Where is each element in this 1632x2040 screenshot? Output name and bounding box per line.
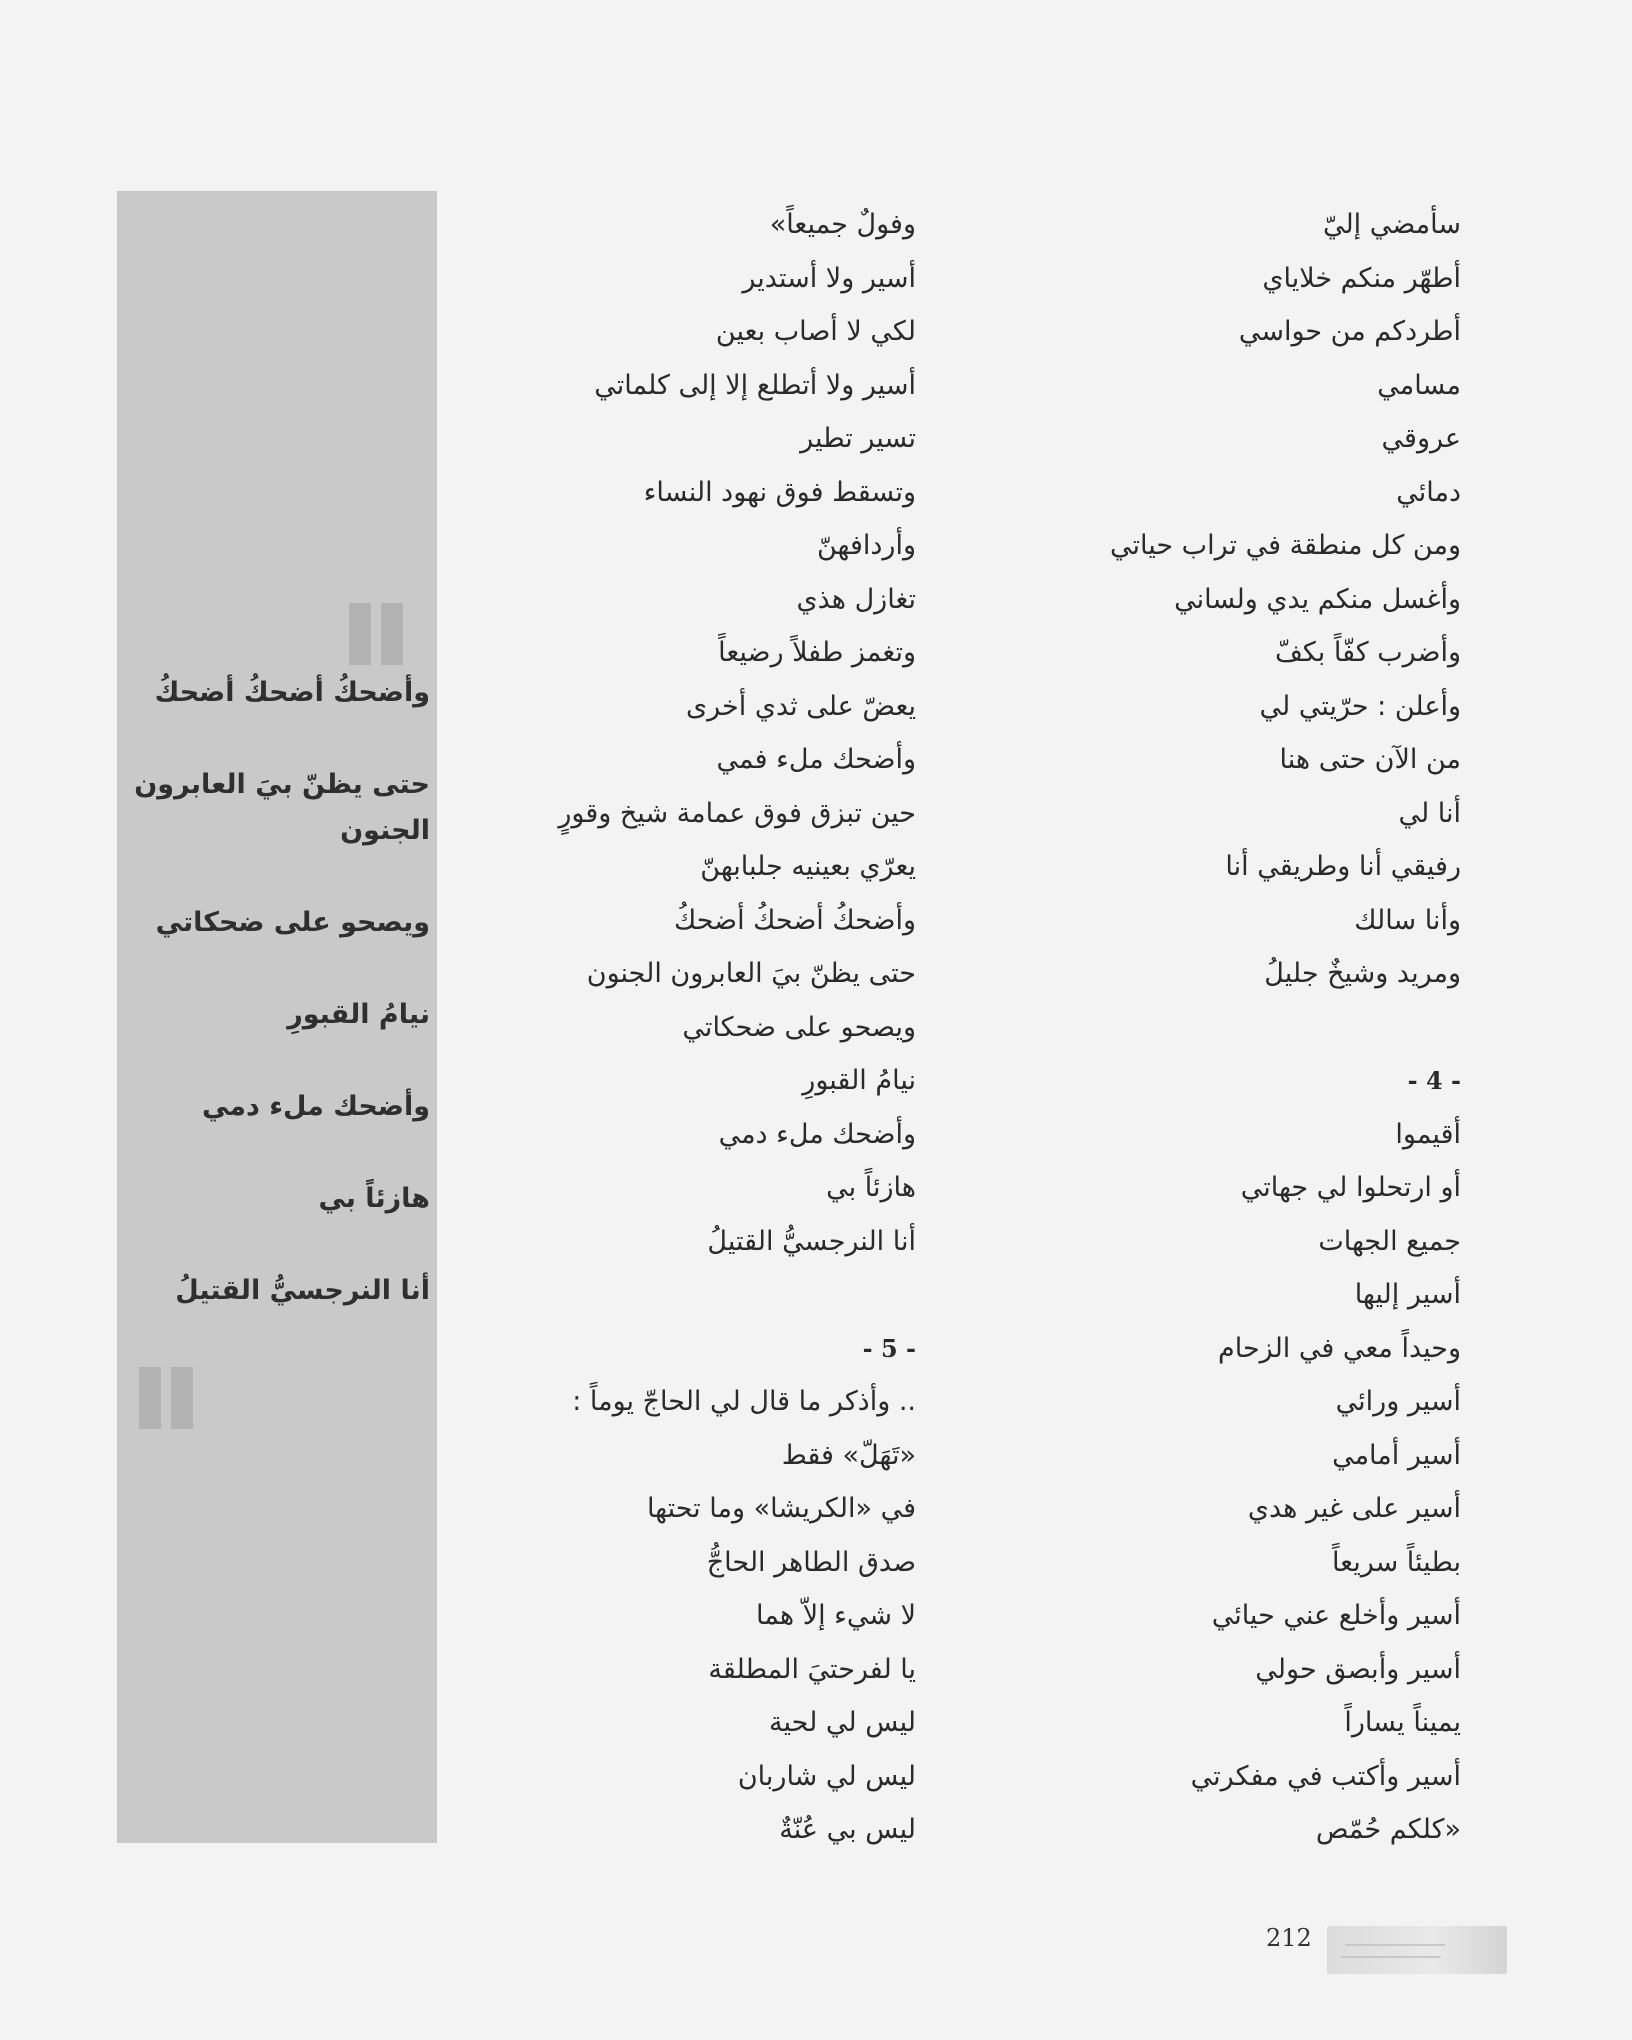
poem-line: حين تبزق فوق عمامة شيخ وقورٍ xyxy=(558,797,916,829)
close-quote-icon xyxy=(139,1367,199,1429)
poem-line: أسير أمامي xyxy=(1332,1439,1461,1471)
poem-line xyxy=(456,1268,916,1322)
poem-line: أسير ولا أتطلع إلا إلى كلماتي xyxy=(594,369,916,401)
pull-quote-spacer xyxy=(130,716,430,762)
pull-quote-spacer xyxy=(130,1222,430,1268)
open-quote-icon xyxy=(349,603,409,665)
poem-line: وأضرب كفّاً بكفّ xyxy=(1274,637,1461,668)
publisher-logo xyxy=(1327,1926,1507,1974)
poem-line: أطهّر منكم خلاياي xyxy=(1262,262,1461,294)
poem-line: ومريد وشيخٌ جليلُ xyxy=(1264,958,1461,989)
poem-line: عروقي xyxy=(1381,423,1461,454)
poem-line: «كلكم حُمّص xyxy=(1315,1814,1461,1845)
pull-quote xyxy=(130,670,430,1314)
poem-line: أطردكم من حواسي xyxy=(1238,316,1461,347)
poem-line: أسير إليها xyxy=(1354,1279,1461,1310)
pull-quote-line: الجنون xyxy=(340,815,430,846)
section-number: - 5 - xyxy=(862,1333,916,1363)
poem-right-column xyxy=(1041,198,1461,1857)
pull-quote-line: ويصحو على ضحكاتي xyxy=(155,907,430,938)
poem-line: أسير وأبصق حولي xyxy=(1255,1653,1461,1685)
poem-line: وأعلن : حرّيتي لي xyxy=(1259,690,1461,722)
poem-line: تغازل هذي xyxy=(796,583,916,615)
poem-line: في «الكريشا» وما تحتها xyxy=(646,1493,916,1524)
poem-line: «تَهَلّ» فقط xyxy=(781,1439,916,1471)
poem-middle-column xyxy=(456,198,916,1857)
poem-line: وأغسل منكم يدي ولساني xyxy=(1174,583,1461,615)
poem-line: ليس بي عُنّةٌ xyxy=(779,1814,916,1845)
pull-quote-spacer xyxy=(130,1130,430,1176)
pull-quote-spacer xyxy=(130,946,430,992)
poem-line: من الآن حتى هنا xyxy=(1279,744,1461,775)
poem-line: أنا النرجسيُّ القتيلُ xyxy=(707,1225,916,1257)
pull-quote-spacer xyxy=(130,854,430,900)
poem-line: أنا لي xyxy=(1398,797,1461,829)
poem-line: أو ارتحلوا لي جهاتي xyxy=(1240,1172,1461,1203)
poem-line: أسير ولا أستدير xyxy=(742,262,916,294)
poem-line: رفيقي أنا وطريقي أنا xyxy=(1225,851,1461,882)
poem-line: وتغمز طفلاً رضيعاً xyxy=(718,637,916,668)
pull-quote-line: نيامُ القبورِ xyxy=(287,999,430,1030)
poem-line: صدق الطاهر الحاجُّ xyxy=(706,1546,916,1578)
poem-line: ومن كل منطقة في تراب حياتي xyxy=(1110,530,1461,561)
poem-line: أسير وأكتب في مفكرتي xyxy=(1190,1760,1461,1792)
poem-line: يميناً يساراً xyxy=(1344,1707,1461,1738)
poem-line: وأضحك ملء فمي xyxy=(716,744,916,775)
page-number: 212 xyxy=(1266,1924,1312,1952)
poem-line: أقيموا xyxy=(1395,1118,1461,1150)
poem-line: دمائي xyxy=(1396,476,1461,508)
poem-line: أسير ورائي xyxy=(1335,1386,1461,1417)
poem-line: وأضحك ملء دمي xyxy=(718,1118,916,1150)
poem-line: بطيئاً سريعاً xyxy=(1331,1546,1461,1578)
poem-line: جميع الجهات xyxy=(1318,1225,1461,1257)
poem-line: وتسقط فوق نهود النساء xyxy=(643,476,916,508)
section-number: - 4 - xyxy=(1407,1066,1461,1095)
poem-line: وأردافهنّ xyxy=(816,530,916,561)
poem-line: مسامي xyxy=(1377,369,1461,401)
poem-line: .. وأذكر ما قال لي الحاجّ يوماً : xyxy=(572,1386,916,1417)
poem-line: حتى يظنّ بيَ العابرون الجنون xyxy=(586,958,916,989)
poem-line: ويصحو على ضحكاتي xyxy=(682,1011,916,1043)
poem-line: هازئاً بي xyxy=(826,1172,916,1203)
poem-line: وفولٌ جميعاً» xyxy=(769,209,916,240)
poem-line: يعضّ على ثدي أخرى xyxy=(686,690,916,722)
poem-line: وأضحكُ أضحكُ أضحكُ xyxy=(673,904,916,936)
pull-quote-line: أنا النرجسيُّ القتيلُ xyxy=(175,1275,430,1306)
poem-line: ليس لي شاربان xyxy=(737,1760,916,1792)
poem-line: وأنا سالك xyxy=(1354,904,1461,936)
poem-line: وحيداً معي في الزحام xyxy=(1218,1332,1461,1364)
pull-quote-line: وأضحك ملء دمي xyxy=(201,1091,430,1122)
pull-quote-spacer xyxy=(130,1038,430,1084)
poem-line: لا شيء إلاّ هما xyxy=(756,1600,916,1631)
pull-quote-line: وأضحكُ أضحكُ أضحكُ xyxy=(154,677,430,708)
poem-line: أسير على غير هدي xyxy=(1247,1493,1461,1524)
poem-line: سأمضي إليّ xyxy=(1322,209,1461,240)
poem-line xyxy=(1041,1001,1461,1055)
poem-line: أسير وأخلع عني حيائي xyxy=(1211,1600,1461,1631)
poem-line: ليس لي لحية xyxy=(769,1707,916,1738)
pull-quote-line: حتى يظنّ بيَ العابرون xyxy=(134,769,430,800)
poem-line: تسير تطير xyxy=(800,423,916,454)
pull-quote-line: هازئاً بي xyxy=(318,1183,430,1214)
poem-line: نيامُ القبورِ xyxy=(802,1065,916,1096)
poem-line: لكي لا أصاب بعين xyxy=(715,316,916,347)
poem-line: يعرّي بعينيه جلبابهنّ xyxy=(700,851,916,882)
poem-line: يا لفرحتيَ المطلقة xyxy=(708,1653,916,1685)
